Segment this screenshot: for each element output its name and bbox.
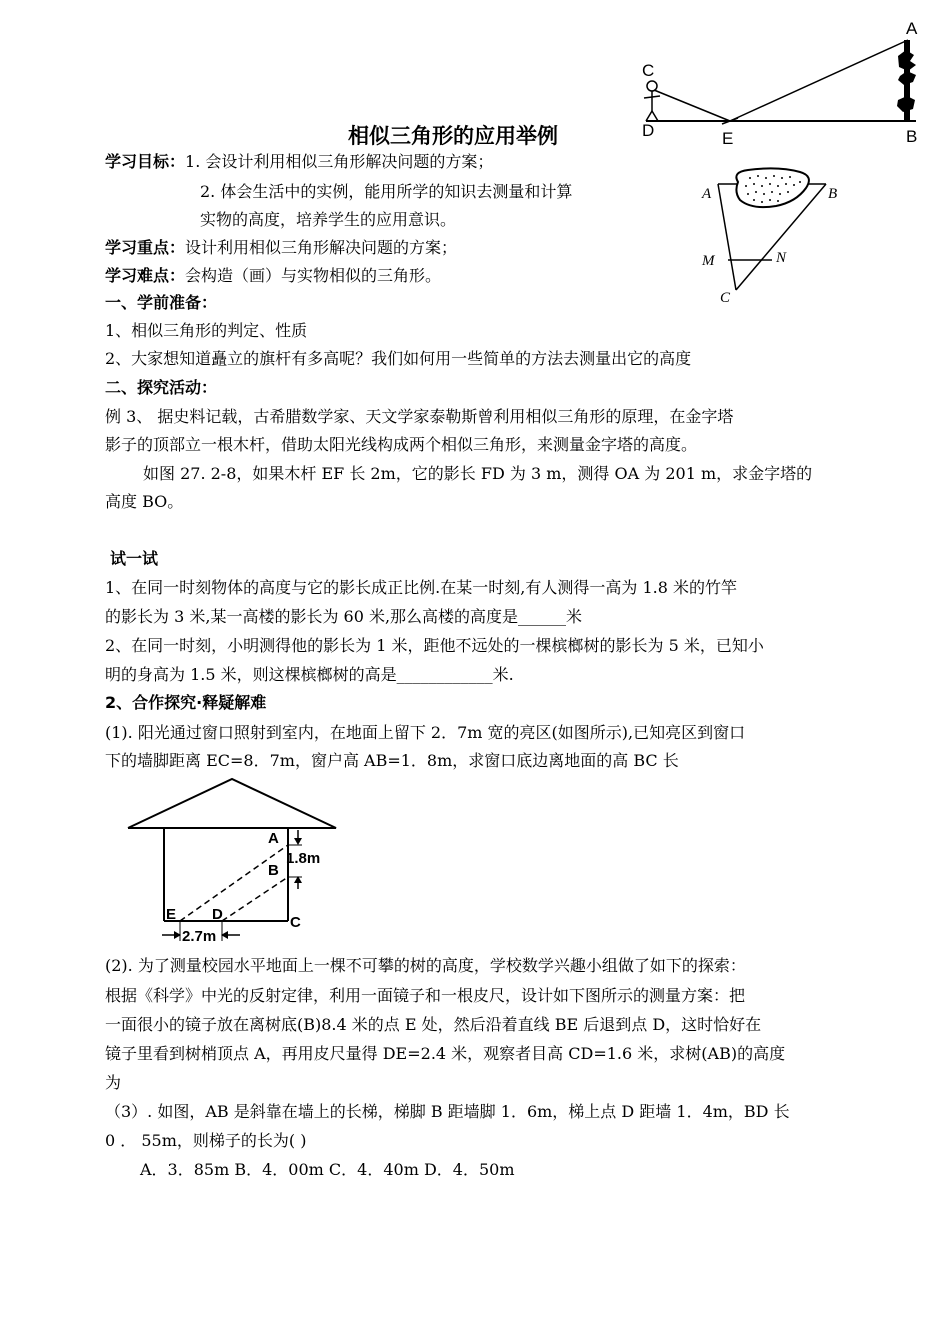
key-point-label: 学习重点： — [105, 238, 186, 257]
label-d: D — [212, 906, 223, 923]
label-n: N — [776, 250, 787, 266]
window-height-label: 1.8m — [286, 850, 321, 867]
example-line-1: 例 3、 据史料记载，古希腊数学家、天文学家泰勒斯曾利用相似三角形的原理，在金字塔 — [105, 407, 734, 426]
label-b: B — [268, 862, 279, 879]
key-point — [105, 238, 457, 258]
label-c: C — [290, 914, 301, 931]
problem2-line-2: 根据《科学》中光的反射定律，利用一面镜子和一根皮尺，设计如下图所示的测量方案：把 — [105, 986, 746, 1005]
problem2-line-3: 一面很小的镜子放在离树底(B)8.4 米的点 E 处，然后沿着直线 BE 后退到点 D，这时恰好在 — [105, 1015, 762, 1034]
problem1-line-1: (1). 阳光通过窗口照射到室内，在地面上留下 2．7m 宽的亮区(如图所示),已知亮区到窗口 — [105, 723, 746, 742]
example-line-3: 如图 27. 2-8，如果木杆 EF 长 2m，它的影长 FD 为 3 m，测得 OA 为 201 m，求金字塔的 — [143, 464, 813, 483]
bright-width-label: 2.7m — [182, 928, 217, 945]
label-b: B — [906, 127, 918, 146]
problem2-line-4: 镜子里看到树梢顶点 A，再用皮尺量得 DE=2.4 米，观察者目高 CD=1.6 米，求树(AB)的高度 — [105, 1044, 786, 1063]
mirror-tree-figure — [636, 18, 936, 153]
key-point-text: 设计利用相似三角形解决问题的方案； — [185, 238, 458, 257]
label-e: E — [722, 129, 734, 148]
label-e: E — [166, 906, 177, 923]
problem2-line-5: 为 — [105, 1073, 122, 1092]
objectives-line-1 — [105, 152, 493, 172]
difficulty-text: 会构造（画）与实物相似的三角形。 — [185, 266, 442, 285]
objectives-item-1: 1. 会设计利用相似三角形解决问题的方案； — [185, 152, 494, 171]
label-b: B — [828, 186, 838, 202]
problem3-options: A．3．85m B．4．00m C．4．40m D．4．50m — [140, 1160, 515, 1179]
section1-item-2: 2、大家想知道矗立的旗杆有多高呢？我们如何用一些简单的方法去测量出它的高度 — [105, 349, 692, 368]
label-c: C — [642, 61, 655, 80]
try-it-q1-line-1: 1、在同一时刻物体的高度与它的影长成正比例.在某一时刻,有人测得一高为 1.8 米的竹竿 — [105, 578, 737, 597]
page-title: 相似三角形的应用举例 — [348, 124, 558, 148]
problem3-line-2: 0 ． 55m，则梯子的长为( ) — [105, 1131, 307, 1150]
try-it-q2-line-1: 2、在同一时刻，小明测得他的影长为 1 米，距他不远处的一棵槟榔树的影长为 5 米，已知小 — [105, 636, 764, 655]
try-it-heading: 试一试 — [110, 549, 159, 568]
label-a: A — [702, 186, 712, 202]
section1-item-1: 1、相似三角形的判定、性质 — [105, 321, 308, 340]
label-m: M — [702, 253, 715, 269]
objectives-label: 学习目标： — [105, 152, 186, 171]
mirror-figure-labels — [642, 19, 918, 148]
problem2-line-1: (2). 为了测量校园水平地面上一棵不可攀的树的高度，学校数学兴趣小组做了如下的探索： — [105, 956, 746, 975]
difficulty — [105, 266, 441, 286]
section2-heading: 二、探究活动： — [105, 378, 218, 397]
section1-heading: 一、学前准备： — [105, 293, 218, 312]
try-it-q1-line-2: 的影长为 3 米,某一高楼的影长为 60 米,那么高楼的高度是______米 — [105, 607, 583, 626]
try-it-q2-line-2: 明的身高为 1.5 米，则这棵槟榔树的高是____________米. — [105, 665, 514, 684]
objectives-item-2-line-1: 2. 体会生活中的实例，能用所学的知识去测量和计算 — [200, 182, 573, 201]
problem3-line-1: （3）. 如图，AB 是斜靠在墙上的长梯，梯脚 B 距墙脚 1．6m，梯上点 D 距墙 1．4m，BD 长 — [105, 1102, 790, 1121]
pond-triangle-figure — [698, 168, 848, 308]
problem1-line-2: 下的墙脚距离 EC=8．7m，窗户高 AB=1．8m，求窗口底边离地面的高 BC 长 — [105, 751, 679, 770]
label-c: C — [720, 290, 731, 306]
label-d: D — [642, 121, 655, 140]
house-window-figure — [126, 775, 346, 945]
objectives-item-2-line-2: 实物的高度，培养学生的应用意识。 — [200, 210, 457, 229]
difficulty-label: 学习难点： — [105, 266, 186, 285]
label-a: A — [906, 19, 918, 38]
example-line-2: 影子的顶部立一根木杆，借助太阳光线构成两个相似三角形，来测量金字塔的高度。 — [105, 435, 698, 454]
label-a: A — [268, 830, 279, 847]
example-line-4: 高度 BO。 — [105, 492, 184, 511]
cooperate-heading: 2、合作探究·释疑解难 — [105, 693, 267, 712]
